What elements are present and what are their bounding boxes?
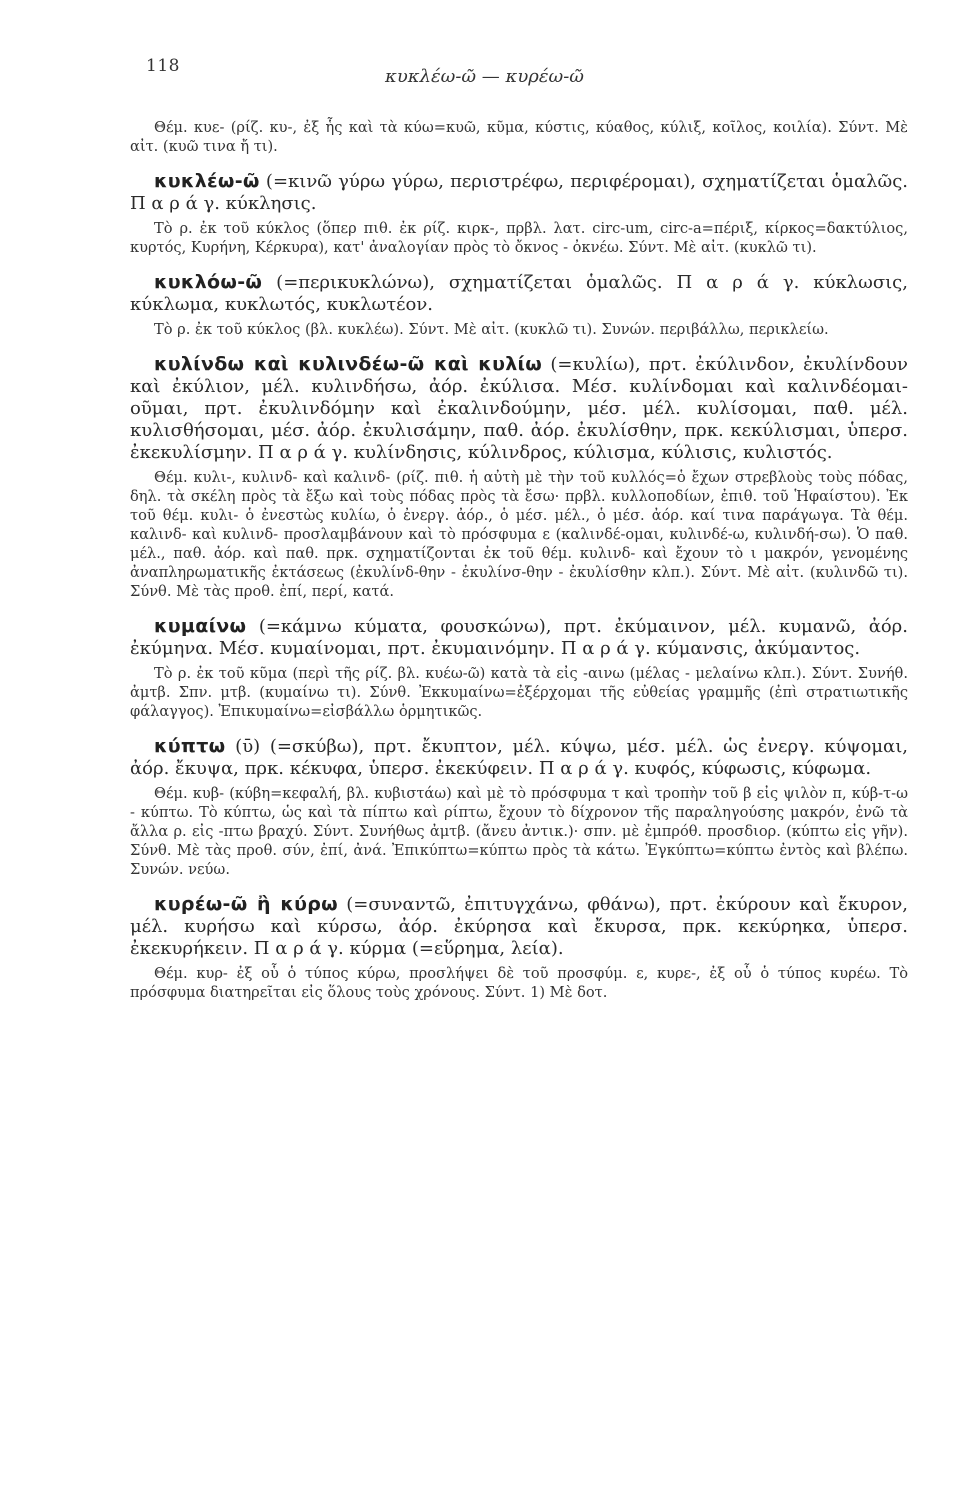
page-number: 118: [146, 56, 180, 76]
entry-kymaino: [130, 615, 908, 721]
page-body: [130, 118, 908, 1016]
entry-kykloo: [130, 271, 908, 339]
entry-continuation: [130, 118, 908, 156]
etymology-paragraph: Θέμ. κυρ- ἐξ οὗ ὁ τύπος κύρω, προσλήψει δὲ τοῦ προσφύμ. ε, κυρε-, ἐξ οὗ ὁ τύπος κυρέω. Τὸ πρόσφυμα διατηρεῖται εἰς ὅλους τοὺς χρόνους. Σύντ. 1) Μὲ δοτ.: [130, 965, 908, 1001]
definition-text: (ῡ) (=σκύβω), πρτ. ἔκυπτον, μέλ. κύψω, μέσ. μέλ. ὡς ἐνεργ. κύψομαι, ἀόρ. ἔκυψα, πρκ. κέκυφα, ὑπερσ. ἐκεκύφειν. Π α ρ ά γ. κυφός, κύφωσις, κύφωμα.: [130, 736, 908, 779]
etymology-paragraph: Θέμ. κυλι-, κυλινδ- καὶ καλινδ- (ρίζ. πιθ. ἡ αὐτὴ μὲ τὴν τοῦ κυλλός=ὁ ἔχων στρεβλοὺς τοὺς πόδας, δηλ. τὰ σκέλη πρὸς τὰ ἔξω καὶ τοὺς πόδας πρὸς τὰ ἔσω· πρβλ. κυλλοποδίων, ἐπιθ. τοῦ Ἡφαίστου). Ἐκ τοῦ θέμ. κυλι- ὁ ἐνεστὼς κυλίω, ὁ ἐνεργ. ἀόρ., ὁ μέσ. μέλ., ὁ μέσ. ἀόρ. καί τινα παράγωγα. Τὰ θέμ. καλινδ- καὶ κυλινδ- προσλαμβάνουν καὶ τὸ πρόσφυμα ε (καλινδέ-ομαι, κυλινδέ-ω, κυλινδή-σω). Ὁ παθ. μέλ., παθ. ἀόρ. καὶ παθ. πρκ. σχηματίζονται ἐκ τοῦ θέμ. κυλινδ- καὶ ἔχουν τὸ ι μακρόν, γενομένης ἀναπληρωματικῆς ἐκτάσεως (ἐκυλίνδ-θην - ἐκυλίνσ-θην - ἐκυλίσθην κλπ.). Σύντ. Μὲ αἰτ. (κυλινδῶ τι). Σύνθ. Μὲ τὰς προθ. ἐπί, περί, κατά.: [130, 469, 908, 600]
definition-paragraph: [130, 893, 908, 960]
headword: κυκλόω-ῶ: [154, 271, 263, 293]
headword: κυλίνδω καὶ κυλινδέω-ῶ καὶ κυλίω: [154, 353, 543, 375]
definition-text: (=κινῶ γύρω γύρω, περιστρέφω, περιφέρομαι), σχηματίζεται ὁμαλῶς. Π α ρ ά γ. κύκλησις.: [130, 171, 908, 214]
headword: κυρέω-ῶ ἢ κύρω: [154, 893, 338, 915]
definition-text: (=κυλίω), πρτ. ἐκύλινδον, ἐκυλίνδουν καὶ ἐκύλιον, μέλ. κυλινδήσω, ἀόρ. ἐκύλισα. Μέσ. κυλίνδομαι καὶ καλινδέομαι-οῦμαι, πρτ. ἐκυλινδόμην καὶ ἐκαλινδούμην, μέσ. μέλ. κυλίσομαι, παθ. μέλ. κυλισθήσομαι, μέσ. ἀόρ. ἐκυλισάμην, παθ. ἀόρ. ἐκυλίσθην, πρκ. κεκύλισμαι, ὑπερσ. ἐκεκυλίσμην. Π α ρ ά γ. κυλίνδησις, κύλινδρος, κύλισμα, κύλισις, κυλιστός.: [130, 354, 908, 463]
definition-text: (=συναντῶ, ἐπιτυγχάνω, φθάνω), πρτ. ἐκύρουν καὶ ἔκυρον, μέλ. κυρήσω καὶ κύρσω, ἀόρ. ἐκύρησα καὶ ἔκυρσα, πρκ. κεκύρηκα, ὑπερσ. ἐκεκυρήκειν. Π α ρ ά γ. κύρμα (=εὕρημα, λεία).: [130, 894, 908, 959]
entry-kypto: [130, 735, 908, 879]
definition-paragraph: [130, 615, 908, 660]
definition-paragraph: [130, 271, 908, 316]
etymology-paragraph: Τὸ ρ. ἐκ τοῦ κῦμα (περὶ τῆς ρίζ. βλ. κυέω-ῶ) κατὰ τὰ εἰς -αινω (μέλας - μελαίνω κλπ.). Σύντ. Συνήθ. ἀμτβ. Σπν. μτβ. (κυμαίνω τι). Σύνθ. Ἐκκυμαίνω=ἐξέρχομαι τῆς εὐθείας γραμμῆς (ἐπὶ στρατιωτικῆς φάλαγγος). Ἐπικυμαίνω=εἰσβάλλω ὁρμητικῶς.: [130, 665, 908, 720]
definition-text: (=περικυκλώνω), σχηματίζεται ὁμαλῶς. Π α ρ ά γ. κύκλωσις, κύκλωμα, κυκλωτός, κυκλωτέον.: [130, 272, 908, 315]
etymology-paragraph: Τὸ ρ. ἐκ τοῦ κύκλος (ὅπερ πιθ. ἐκ ρίζ. κιρκ-, πρβλ. λατ. circ-um, circ-a=πέριξ, κίρκος=δακτύλιος, κυρτός, Κυρήνη, Κέρκυρα), κατ' ἀναλογίαν πρὸς τὸ ὄκνος - ὀκνέω. Σύντ. Μὲ αἰτ. (κυκλῶ τι).: [130, 220, 908, 256]
running-head: κυκλέω-ῶ — κυρέω-ῶ: [385, 66, 584, 87]
headword: κυκλέω-ῶ: [154, 170, 260, 192]
definition-paragraph: [130, 735, 908, 780]
etymology-paragraph: Θέμ. κυβ- (κύβη=κεφαλή, βλ. κυβιστάω) καὶ μὲ τὸ πρόσφυμα τ καὶ τροπὴν τοῦ β εἰς ψιλὸν π, κύβ-τ-ω - κύπτω. Τὸ κύπτω, ὡς καὶ τὰ πίπτω καὶ ρίπτω, ἔχουν τὸ δίχρονον τῆς παραληγούσης μακρόν, ἐνῶ τὰ ἄλλα ρ. εἰς -πτω βραχύ. Σύντ. Συνήθως ἀμτβ. (ἄνευ ἀντικ.)· σπν. μὲ ἐμπρόθ. προσδιορ. (κύπτω εἰς γῆν). Σύνθ. Μὲ τὰς προθ. σύν, ἐπί, ἀνά. Ἐπικύπτω=κύπτω πρὸς τὰ κάτω. Ἐγκύπτω=κύπτω ἐντὸς καὶ βλέπω. Συνών. νεύω.: [130, 785, 908, 878]
headword: κύπτω: [154, 735, 226, 757]
entry-kylindo: [130, 353, 908, 601]
entry-kyreo: [130, 893, 908, 1002]
definition-text: (=κάμνω κύματα, φουσκώνω), πρτ. ἐκύμαινον, μέλ. κυμανῶ, ἀόρ. ἐκύμηνα. Μέσ. κυμαίνομαι, πρτ. ἐκυμαινόμην. Π α ρ ά γ. κύμανσις, ἀκύμαντος.: [130, 616, 908, 659]
etymology-paragraph: Τὸ ρ. ἐκ τοῦ κύκλος (βλ. κυκλέω). Σύντ. Μὲ αἰτ. (κυκλῶ τι). Συνών. περιβάλλω, περικλείω.: [154, 321, 829, 338]
definition-paragraph: [130, 353, 908, 464]
entry-kykleo: [130, 170, 908, 257]
etymology-paragraph: Θέμ. κυε- (ρίζ. κυ-, ἐξ ἧς καὶ τὰ κύω=κυῶ, κῦμα, κύστις, κύαθος, κύλιξ, κοῖλος, κοιλία). Σύντ. Μὲ αἰτ. (κυῶ τινα ἤ τι).: [130, 119, 908, 155]
headword: κυμαίνω: [154, 615, 247, 637]
definition-paragraph: [130, 170, 908, 215]
